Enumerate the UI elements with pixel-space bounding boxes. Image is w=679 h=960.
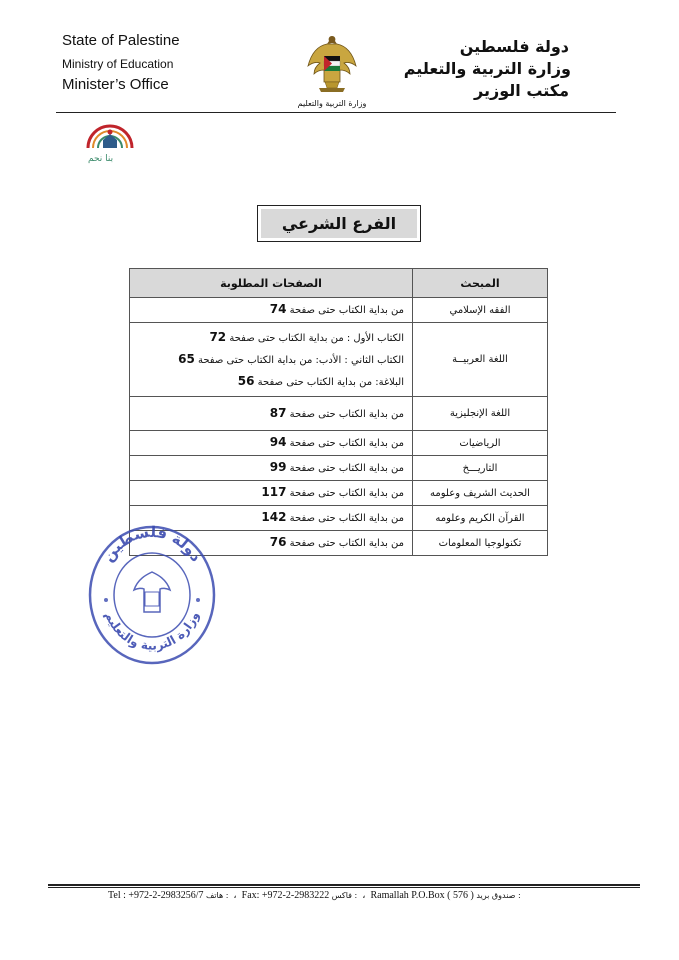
page-number: 117 [261, 485, 287, 499]
pages-text: من بداية الكتاب حتى صفحة [286, 513, 404, 524]
pages-cell [130, 456, 413, 481]
exam-pages-table [129, 268, 548, 556]
page-number: 87 [269, 405, 287, 420]
pages-line [131, 371, 404, 393]
pages-text: الكتاب الأول : من بداية الكتاب حتى صفحة [226, 332, 404, 344]
letterhead-office-en: Minister’s Office [62, 76, 169, 93]
table-row [130, 456, 548, 481]
table-row [130, 397, 548, 431]
page-number: 99 [269, 460, 287, 474]
section-title: الفرع الشرعي [261, 209, 417, 238]
stamp-top-text: دولة فلسطين [98, 522, 206, 565]
pages-line [131, 457, 404, 479]
pages-cell [130, 481, 413, 506]
footer-pobox: Ramallah P.O.Box ( 576 ) [370, 890, 474, 901]
subject-cell: القرآن الكريم وعلومه [413, 506, 548, 531]
page-number: 74 [269, 302, 287, 316]
letterhead-state-ar: دولة فلسطين [459, 37, 569, 56]
subject-cell: اللغة العربيــة [413, 323, 548, 397]
page-number: 76 [269, 535, 287, 549]
table-header-row [130, 269, 548, 298]
pages-cell [130, 323, 413, 397]
letterhead-state-en: State of Palestine [62, 32, 180, 49]
table-row [130, 481, 548, 506]
badge-caption: بنا نحم [88, 154, 114, 164]
table-body [130, 298, 548, 556]
footer-tel-ar: : هاتف [206, 891, 229, 900]
subject-cell: الفقه الإسلامي [413, 298, 548, 323]
table-row [130, 431, 548, 456]
footer-divider-thin [48, 887, 640, 888]
pages-line [131, 349, 404, 371]
subject-cell: تكنولوجيا المعلومات [413, 531, 548, 556]
letterhead-ministry-ar: وزارة التربية والتعليم [403, 59, 571, 78]
pages-cell [130, 298, 413, 323]
letterhead-office-ar: مكتب الوزير [474, 81, 569, 100]
pages-cell [130, 397, 413, 431]
subject-cell: الحديث الشريف وعلومه [413, 481, 548, 506]
page-number: 142 [261, 510, 287, 524]
pages-line [131, 403, 404, 425]
footer-fax-ar: : فاكس [331, 891, 358, 900]
subject-cell: اللغة الإنجليزية [413, 397, 548, 431]
pages-text: من بداية الكتاب حتى صفحة [286, 305, 404, 316]
stamp-bottom-text: وزارة التربية والتعليم [102, 609, 202, 653]
pages-text: من بداية الكتاب حتى صفحة [286, 488, 404, 499]
pages-line [131, 482, 404, 504]
page-number: 56 [237, 373, 255, 388]
pages-text: من بداية الكتاب حتى صفحة [286, 438, 404, 449]
pages-text: من بداية الكتاب حتى صفحة [286, 463, 404, 474]
pages-text: الكتاب الثاني : الأدب: من بداية الكتاب حتى صفحة [194, 354, 404, 366]
letterhead-divider [56, 112, 616, 113]
section-title-box [257, 205, 421, 242]
emblem-caption: وزارة التربية والتعليم [297, 99, 367, 108]
pages-text: من بداية الكتاب حتى صفحة [286, 408, 404, 420]
pages-cell [130, 431, 413, 456]
subject-cell: التاريـــخ [413, 456, 548, 481]
footer-divider [48, 884, 640, 886]
palestine-eagle-emblem-icon [305, 32, 359, 96]
pages-text: البلاغة: من بداية الكتاب حتى صفحة [254, 376, 404, 388]
header-subject: المبحث [413, 269, 548, 298]
pages-text: من بداية الكتاب حتى صفحة [286, 538, 404, 549]
pages-line [131, 327, 404, 349]
footer-tel: : +972-2-2983256/7 [123, 890, 204, 901]
pages-line [131, 299, 404, 321]
letterhead-ministry-en: Ministry of Education [62, 57, 174, 71]
page-number: 72 [209, 329, 227, 344]
page-number: 65 [178, 351, 195, 366]
footer-tel-label: Tel [108, 890, 121, 901]
footer-fax: +972-2-2983222 [261, 890, 330, 901]
footer-pobox-ar: : صندوق بريد [476, 891, 521, 900]
table-row [130, 323, 548, 397]
pages-line [131, 432, 404, 454]
page-number: 94 [269, 435, 287, 449]
footer-contact: Tel : +972-2-2983256/7 : هاتف ، Fax: +972-2-2983222 : فاكس ، Ramallah P.O.Box ( 576 ) : صندوق بريد [108, 890, 521, 901]
table-row [130, 298, 548, 323]
header-pages: الصفحات المطلوبة [130, 269, 413, 298]
ministry-stamp-icon [82, 520, 222, 670]
footer-fax-label: Fax: [241, 890, 260, 901]
subject-cell: الرياضيات [413, 431, 548, 456]
